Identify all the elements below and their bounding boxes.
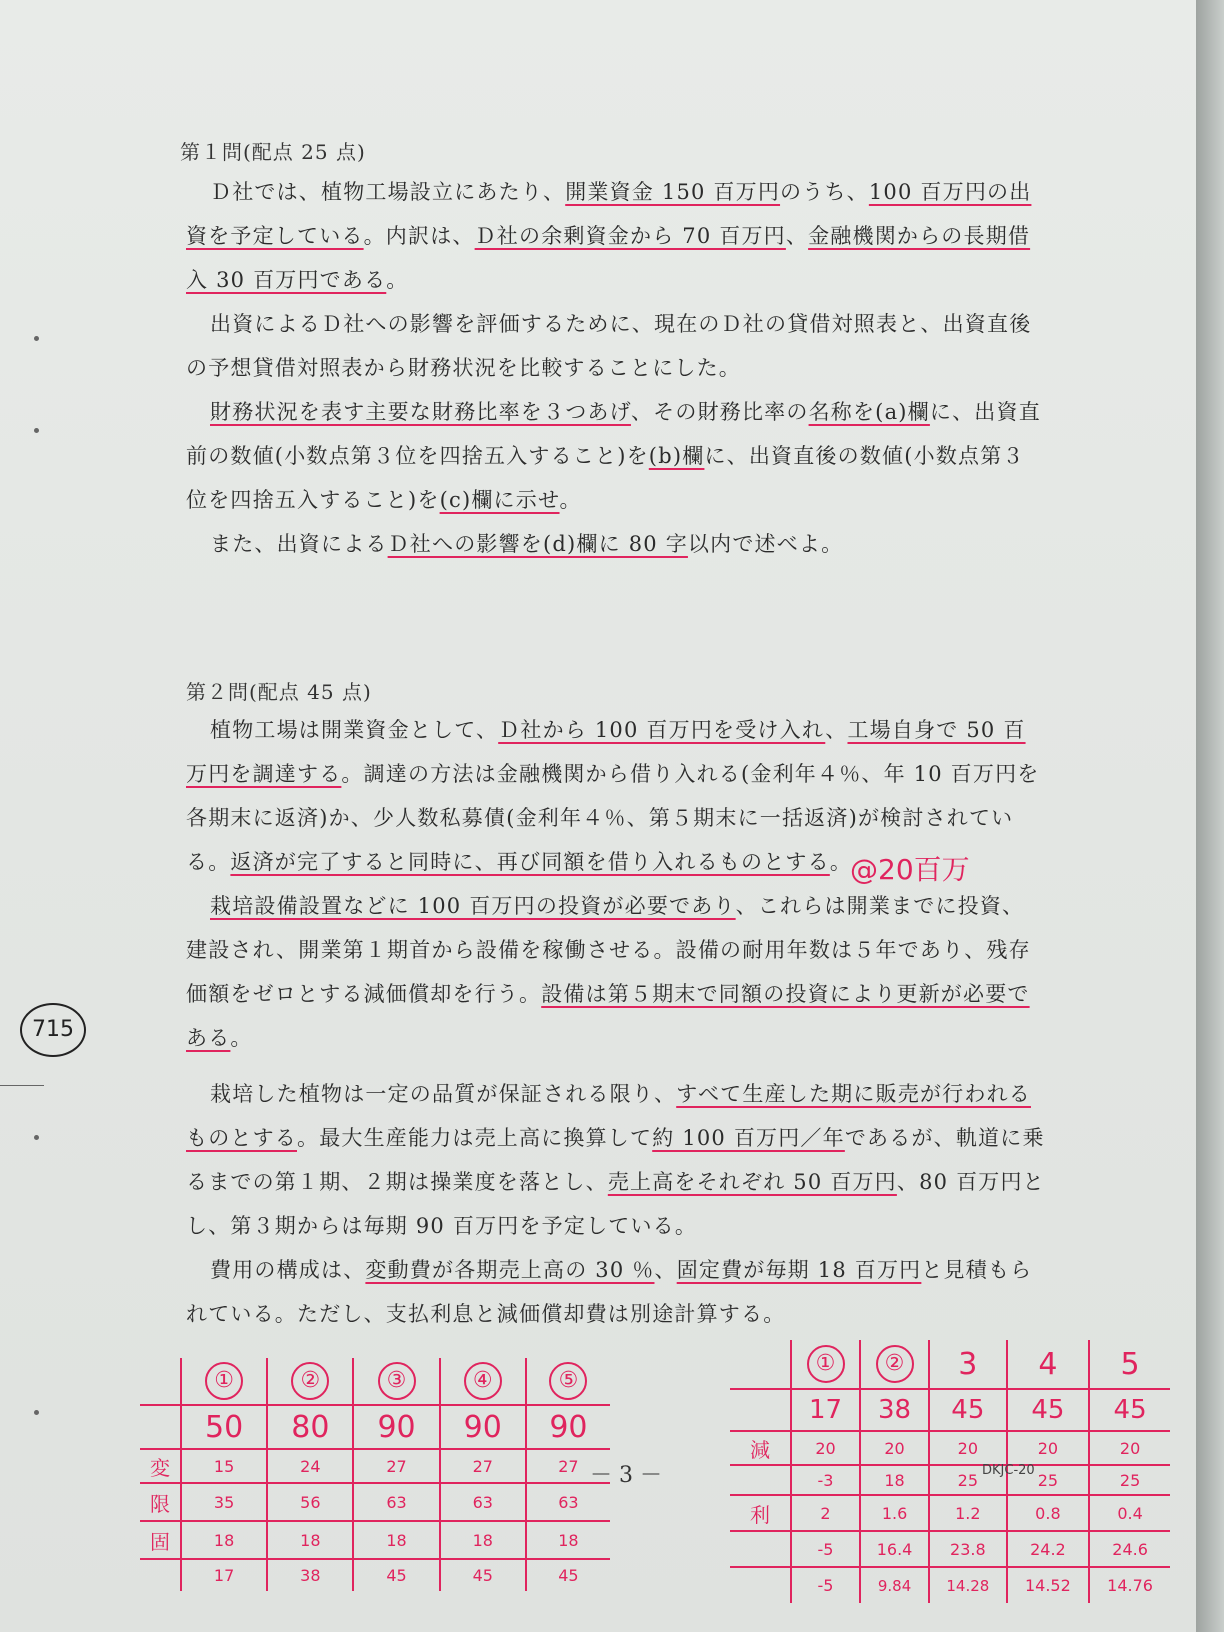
table-cell: 35 bbox=[181, 1483, 267, 1521]
table-cell: 63 bbox=[440, 1483, 526, 1521]
q2-paragraph-3: 栽培した植物は一定の品質が保証される限り、すべて生産した期に販売が行われるものとする。最大生産能力は売上高に換算して約 100 百万円／年であるが、軌道に乗るまでの第１期、２期は操業度を落とし、売上高をそれぞれ 50 百万円、80 百万円とし、第３期からは毎期 90 百万円を予定している。 bbox=[186, 1082, 1045, 1238]
table-row bbox=[730, 1431, 1170, 1465]
table-cell: 45 bbox=[353, 1559, 439, 1591]
table-cell: 9.84 bbox=[860, 1567, 929, 1603]
table-cell: 25 bbox=[1089, 1465, 1170, 1495]
table-cell: 90 bbox=[526, 1405, 610, 1449]
row-label: 固 bbox=[140, 1521, 181, 1559]
table-cell: 15 bbox=[181, 1449, 267, 1483]
row-label: 変 bbox=[140, 1449, 181, 1483]
col-header: ③ bbox=[378, 1362, 416, 1400]
table-cell: 18 bbox=[526, 1521, 610, 1559]
table-cell: 90 bbox=[440, 1405, 526, 1449]
table-cell: 14.76 bbox=[1089, 1567, 1170, 1603]
handwritten-calc-table-left bbox=[140, 1358, 610, 1591]
row-label: 限 bbox=[140, 1483, 181, 1521]
table-cell: 25 bbox=[1007, 1465, 1090, 1495]
table-row bbox=[140, 1559, 610, 1591]
table-cell: 63 bbox=[526, 1483, 610, 1521]
table-cell: 17 bbox=[791, 1389, 860, 1431]
table-cell: 14.28 bbox=[929, 1567, 1007, 1603]
table-cell: 24 bbox=[267, 1449, 353, 1483]
col-header: ① bbox=[205, 1362, 243, 1400]
table-cell: 45 bbox=[526, 1559, 610, 1591]
q1-paragraph-2: 出資によるＤ社への影響を評価するために、現在のＤ社の貸借対照表と、出資直後の予想貸借対照表から財務状況を比較することにした。 bbox=[186, 312, 1032, 380]
table-cell: 20 bbox=[1089, 1431, 1170, 1465]
table-cell: 18 bbox=[440, 1521, 526, 1559]
table-cell: 18 bbox=[860, 1465, 929, 1495]
table-cell: 27 bbox=[353, 1449, 439, 1483]
table-cell: 20 bbox=[791, 1431, 860, 1465]
q1-paragraph-4: また、出資によるＤ社への影響を(d)欄に 80 字以内で述べよ。 bbox=[210, 532, 844, 556]
table-cell: 18 bbox=[181, 1521, 267, 1559]
table-cell: 45 bbox=[1007, 1389, 1090, 1431]
table-cell: 0.4 bbox=[1089, 1495, 1170, 1531]
table-cell: 16.4 bbox=[860, 1531, 929, 1567]
table-row bbox=[140, 1483, 610, 1521]
row-label: 利 bbox=[730, 1495, 791, 1531]
paper-edge bbox=[1196, 0, 1224, 1632]
table-row bbox=[730, 1389, 1170, 1431]
table-cell: 2 bbox=[791, 1495, 860, 1531]
table-cell: 90 bbox=[353, 1405, 439, 1449]
table-header-row bbox=[730, 1340, 1170, 1389]
table-cell: 45 bbox=[929, 1389, 1007, 1431]
table-cell: 24.2 bbox=[1007, 1531, 1090, 1567]
row-label bbox=[730, 1567, 791, 1603]
col-header: ① bbox=[807, 1345, 845, 1383]
row-label bbox=[730, 1465, 791, 1495]
table-cell: 45 bbox=[1089, 1389, 1170, 1431]
table-cell: -3 bbox=[791, 1465, 860, 1495]
q2-paragraph-2: 栽培設備設置などに 100 百万円の投資が必要であり、これらは開業までに投資、建設され、開業第１期首から設備を稼働させる。設備の耐用年数は５年であり、残存価額をゼロとする減価償却を行う。設備は第５期末で同額の投資により更新が必要である。 bbox=[186, 894, 1031, 1050]
punch-hole bbox=[34, 1135, 39, 1140]
q2-heading: 第２問(配点 45 点) bbox=[186, 680, 372, 704]
table-cell: 0.8 bbox=[1007, 1495, 1090, 1531]
col-header: ⑤ bbox=[549, 1362, 587, 1400]
table-cell: 27 bbox=[526, 1449, 610, 1483]
handwritten-note: @20百万 bbox=[850, 853, 970, 886]
col-header: 4 bbox=[1007, 1340, 1090, 1389]
table-cell: 23.8 bbox=[929, 1531, 1007, 1567]
page-number: － 3 － bbox=[590, 1463, 662, 1488]
table-cell: 27 bbox=[440, 1449, 526, 1483]
col-header: ④ bbox=[464, 1362, 502, 1400]
table-row bbox=[140, 1521, 610, 1559]
table-cell: 50 bbox=[181, 1405, 267, 1449]
row-label: 減 bbox=[730, 1431, 791, 1465]
col-header: 5 bbox=[1089, 1340, 1170, 1389]
row-label bbox=[140, 1559, 181, 1591]
table-cell: 56 bbox=[267, 1483, 353, 1521]
q1-heading: 第１問(配点 25 点) bbox=[180, 140, 366, 164]
q1-paragraph-3: 財務状況を表す主要な財務比率を３つあげ、その財務比率の名称を(a)欄に、出資直前の数値(小数点第３位を四捨五入すること)を(b)欄に、出資直後の数値(小数点第３位を四捨五入すること)を(c)欄に示せ。 bbox=[186, 400, 1041, 512]
table-cell: 63 bbox=[353, 1483, 439, 1521]
table-cell: 14.52 bbox=[1007, 1567, 1090, 1603]
table-header-row bbox=[140, 1358, 610, 1405]
document-code: DKJC-20 bbox=[982, 1463, 1035, 1478]
punch-hole bbox=[34, 428, 39, 433]
col-header: ② bbox=[876, 1345, 914, 1383]
col-header: 3 bbox=[929, 1340, 1007, 1389]
table-cell: 18 bbox=[353, 1521, 439, 1559]
table-cell: 24.6 bbox=[1089, 1531, 1170, 1567]
punch-hole bbox=[34, 336, 39, 341]
table-row bbox=[730, 1567, 1170, 1603]
table-cell: 45 bbox=[440, 1559, 526, 1591]
q2-paragraph-1: 植物工場は開業資金として、Ｄ社から 100 百万円を受け入れ、工場自身で 50 百万円を調達する。調達の方法は金融機関から借り入れる(金利年４％、年 10 百万円を各期末に返済)か、少人数私募債(金利年４％、第５期末に一括返済)が検討されている。返済が完了すると同時に、再び同額を借り入れるものとする。 bbox=[186, 718, 1040, 874]
punch-hole bbox=[34, 1410, 39, 1415]
table-cell: 38 bbox=[267, 1559, 353, 1591]
table-cell: -5 bbox=[791, 1531, 860, 1567]
table-row bbox=[730, 1495, 1170, 1531]
table-cell: 25 bbox=[929, 1465, 1007, 1495]
table-cell: 1.2 bbox=[929, 1495, 1007, 1531]
table-row bbox=[730, 1465, 1170, 1495]
circled-number-stamp: 715 bbox=[20, 1003, 86, 1057]
table-cell: 80 bbox=[267, 1405, 353, 1449]
table-cell: 20 bbox=[1007, 1431, 1090, 1465]
table-cell: -5 bbox=[791, 1567, 860, 1603]
table-cell: 20 bbox=[929, 1431, 1007, 1465]
table-cell: 38 bbox=[860, 1389, 929, 1431]
col-header: ② bbox=[291, 1362, 329, 1400]
handwritten-calc-table-right bbox=[730, 1340, 1170, 1603]
table-cell: 1.6 bbox=[860, 1495, 929, 1531]
table-cell: 17 bbox=[181, 1559, 267, 1591]
table-cell: 20 bbox=[860, 1431, 929, 1465]
table-row bbox=[140, 1405, 610, 1449]
row-label bbox=[140, 1405, 181, 1449]
table-cell: 18 bbox=[267, 1521, 353, 1559]
row-label bbox=[730, 1389, 791, 1431]
table-row bbox=[140, 1449, 610, 1483]
q1-paragraph-1: Ｄ社では、植物工場設立にあたり、開業資金 150 百万円のうち、100 百万円の出資を予定している。内訳は、Ｄ社の余剰資金から 70 百万円、金融機関からの長期借入 30 百万円である。 bbox=[186, 180, 1032, 292]
row-label bbox=[730, 1531, 791, 1567]
table-row bbox=[730, 1531, 1170, 1567]
q2-paragraph-4: 費用の構成は、変動費が各期売上高の 30 ％、固定費が毎期 18 百万円と見積もられている。ただし、支払利息と減価償却費は別途計算する。 bbox=[186, 1258, 1033, 1326]
margin-line bbox=[0, 1085, 44, 1086]
